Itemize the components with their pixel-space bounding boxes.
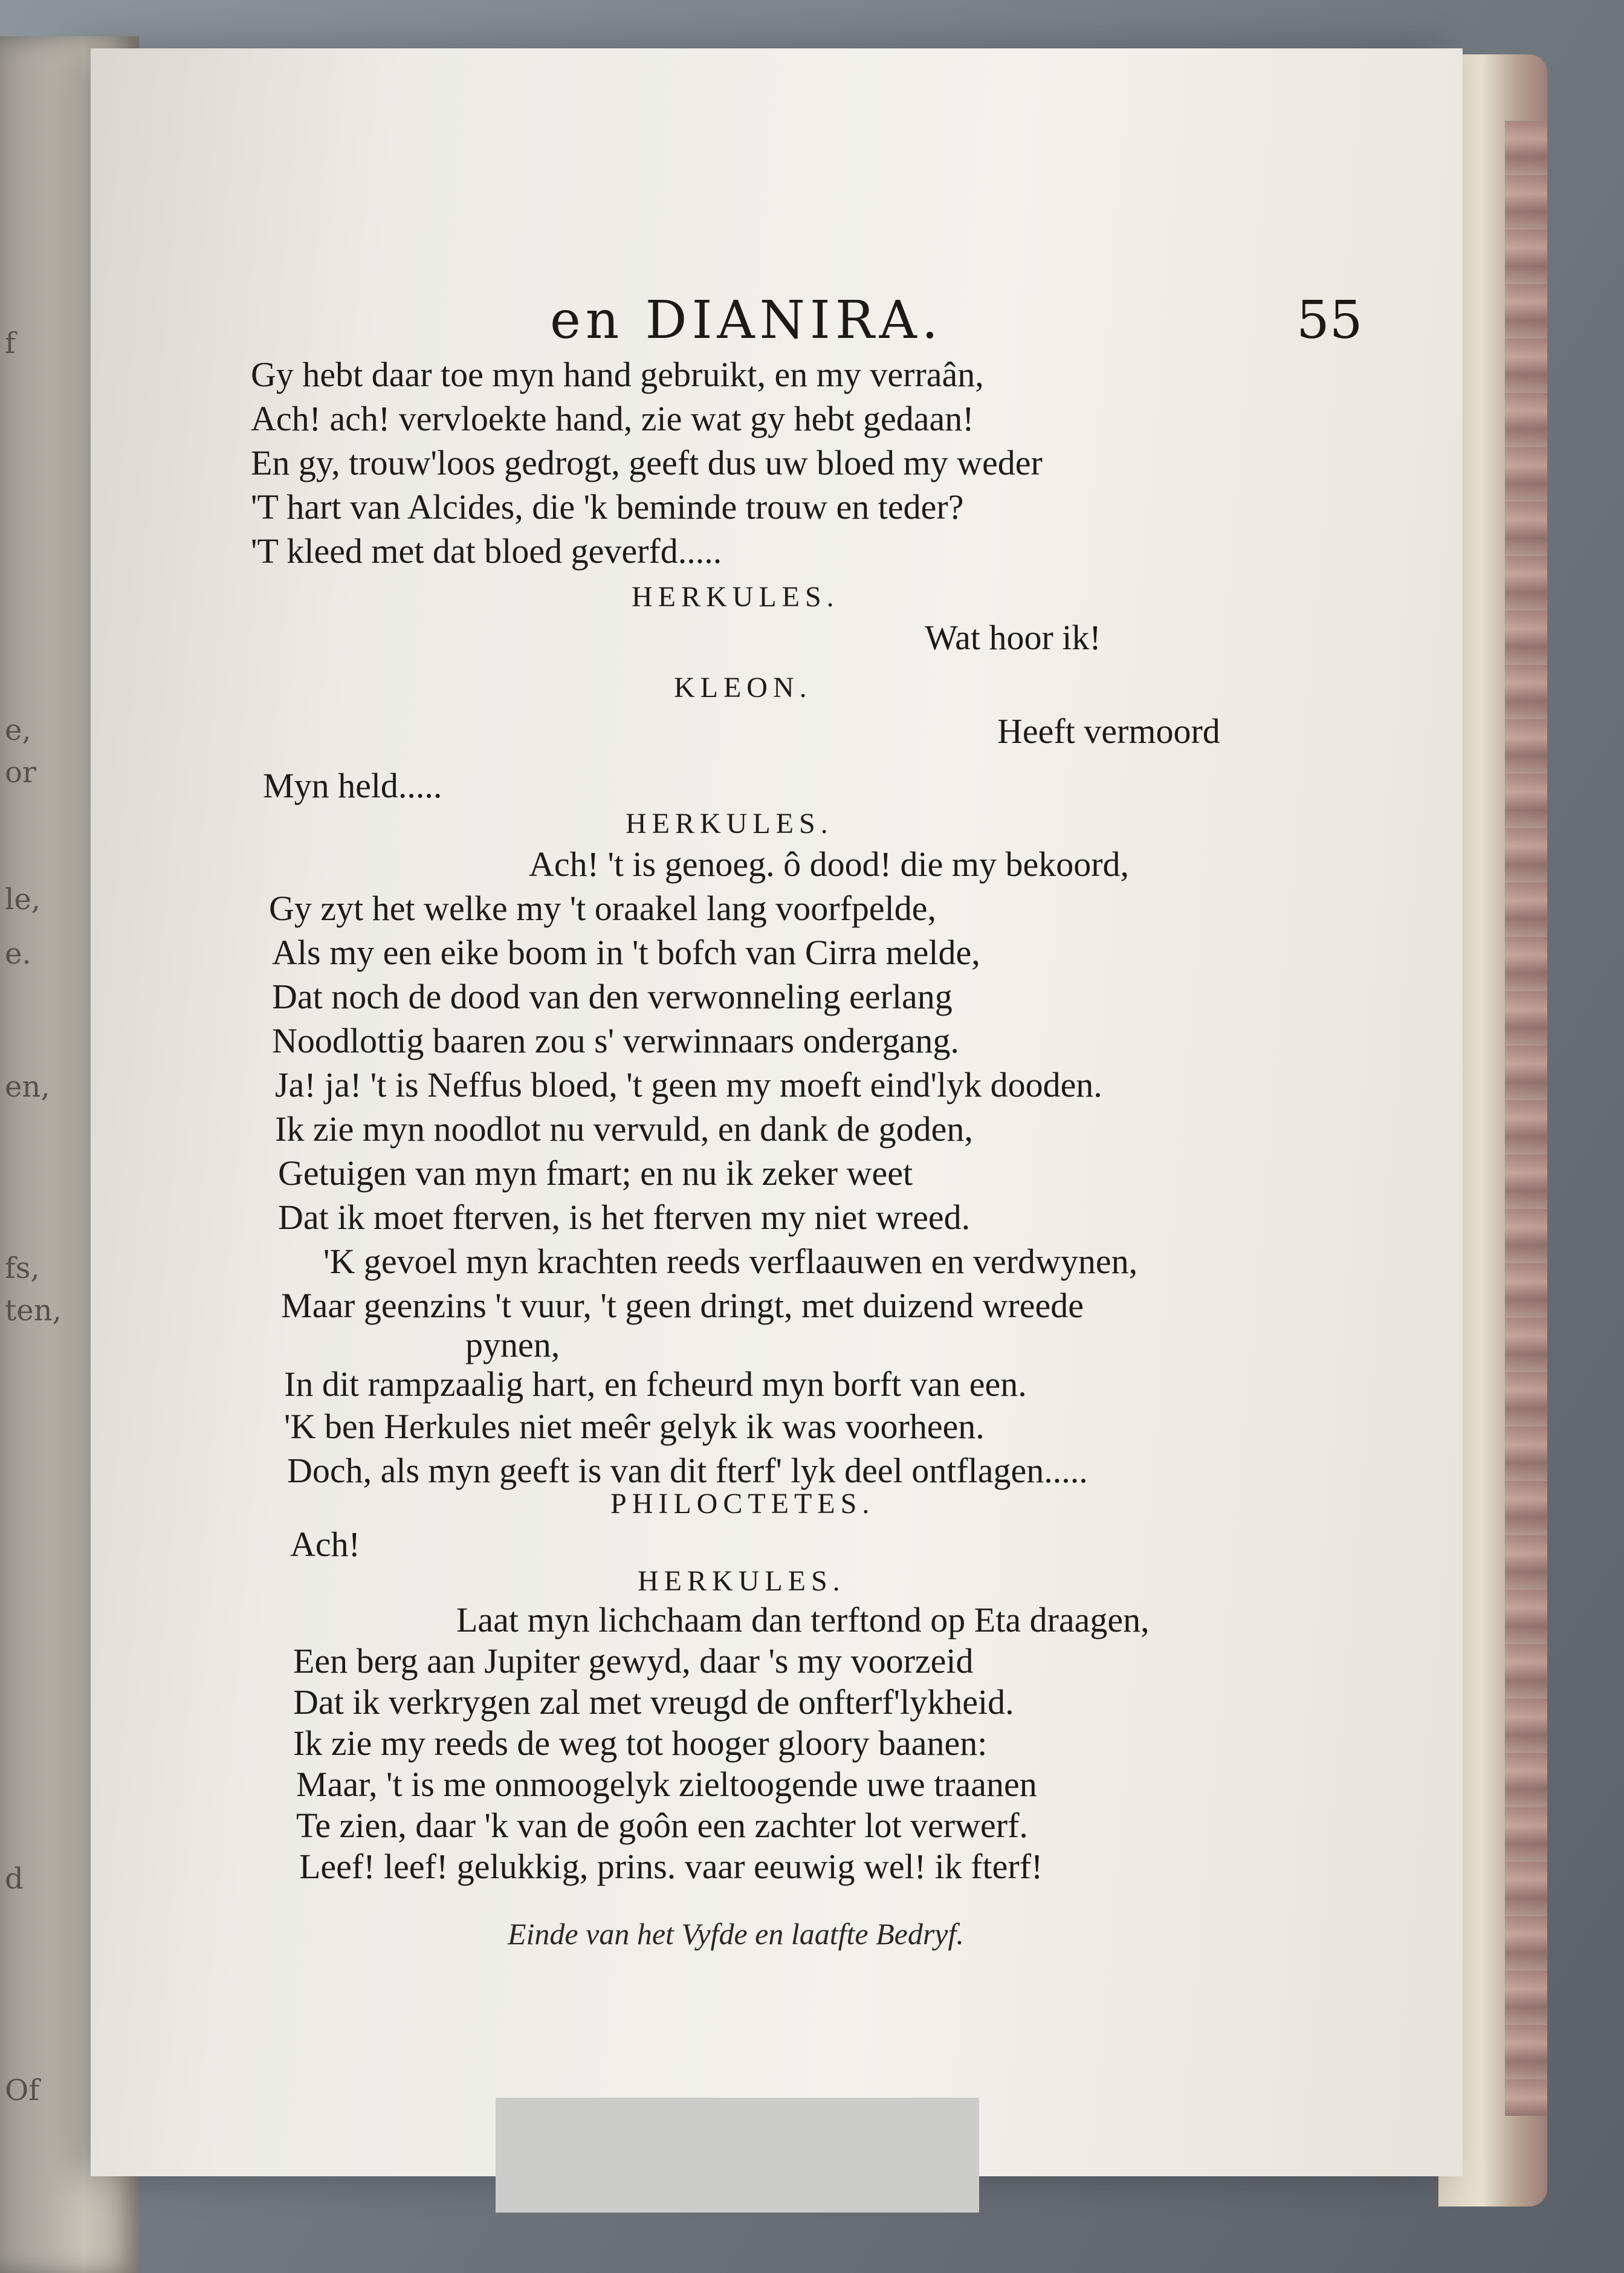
verse-line: Ja! ja! 't is Neffus bloed, 't geen my moeft eind'lyk dooden. [275,1065,1102,1104]
verse-text [91,48,1463,2176]
running-title: en DIANIRA. [550,290,943,351]
speaker-name: KLEON. [674,672,812,704]
verse-line: Ik zie my reeds de weg tot hooger gloory baanen: [293,1723,988,1763]
left-fragment: e, [5,713,31,747]
verse-line: Leef! leef! gelukkig, prins. vaar eeuwig wel! ik fterf! [299,1847,1043,1886]
verse-line: Wat hoor ik! [925,618,1101,657]
verse-line: Ach! 't is genoeg. ô dood! die my bekoord, [529,845,1130,884]
verse-line: Doch, als myn geeft is van dit fterf' lyk deel ontflagen..... [287,1451,1088,1490]
verse-line: Als my een eike boom in 't bofch van Cirra melde, [272,933,980,972]
verse-line: Dat noch de dood van den verwonneling eerlang [272,977,953,1016]
verse-line: 'K ben Herkules niet meêr gelyk ik was voorheen. [284,1407,985,1446]
left-fragment: en, [5,1070,50,1104]
verse-line: 'T hart van Alcides, die 'k beminde trouw en teder? [251,487,964,527]
book-page [91,48,1463,2176]
redaction-box [496,2098,979,2213]
act-end-line: Einde van het Vyfde en laatfte Bedryf. [508,1917,964,1951]
verse-line: Ach! ach! vervloekte hand, zie wat gy hebt gedaan! [251,399,974,438]
marbled-cover-edge [1505,121,1547,2116]
verse-line: Dat ik verkrygen zal met vreugd de onfterf'lykheid. [293,1682,1014,1722]
verse-line: Ik zie myn noodlot nu vervuld, en dank de goden, [275,1109,973,1149]
left-fragment: le, [5,883,41,916]
left-fragment: Of [5,2074,40,2107]
verse-line: Myn held..... [263,766,442,805]
speaker-name: HERKULES. [626,808,833,840]
verse-line: Een berg aan Jupiter gewyd, daar 's my voorzeid [293,1641,974,1681]
verse-line: Maar geenzins 't vuur, 't geen dringt, met duizend wreede [281,1286,1084,1325]
left-fragment: ten, [5,1294,62,1328]
verse-line: Getuigen van myn fmart; en nu ik zeker weet [278,1153,913,1193]
left-fragment: f [5,326,16,360]
verse-line: Dat ik moet fterven, is het fterven my niet wreed. [278,1198,971,1237]
left-fragment: or [5,756,36,790]
speaker-name: HERKULES. [632,581,839,613]
verse-line: Laat myn lichchaam dan terftond op Eta draagen, [456,1600,1150,1639]
verse-line: In dit rampzaalig hart, en fcheurd myn borft van een. [284,1364,1027,1404]
left-fragment: fs, [5,1251,40,1285]
verse-line: 'K gevoel myn krachten reeds verflaauwen en verdwynen, [323,1242,1138,1281]
speaker-name: PHILOCTETES. [610,1488,875,1520]
verse-line: Heeft vermoord [997,712,1220,751]
verse-line: En gy, trouw'loos gedrogt, geeft dus uw bloed my weder [251,443,1043,482]
verse-line: pynen, [465,1325,560,1364]
verse-line: Te zien, daar 'k van de goôn een zachter lot verwerf. [296,1806,1028,1845]
left-fragment: e. [5,937,31,971]
verse-line: Noodlottig baaren zou s' verwinnaars ondergang. [272,1021,959,1060]
verse-line: Gy zyt het welke my 't oraakel lang voorfpelde, [269,889,937,928]
verse-line: Gy hebt daar toe myn hand gebruikt, en my verraân, [251,355,984,394]
verse-line: 'T kleed met dat bloed geverfd..... [251,531,722,571]
left-fragment: d [5,1862,24,1896]
speaker-name: HERKULES. [638,1565,846,1597]
page-number: 55 [1296,290,1363,351]
verse-line: Maar, 't is me onmoogelyk zieltoogende uwe traanen [296,1765,1037,1804]
verse-line: Ach! [290,1525,360,1564]
